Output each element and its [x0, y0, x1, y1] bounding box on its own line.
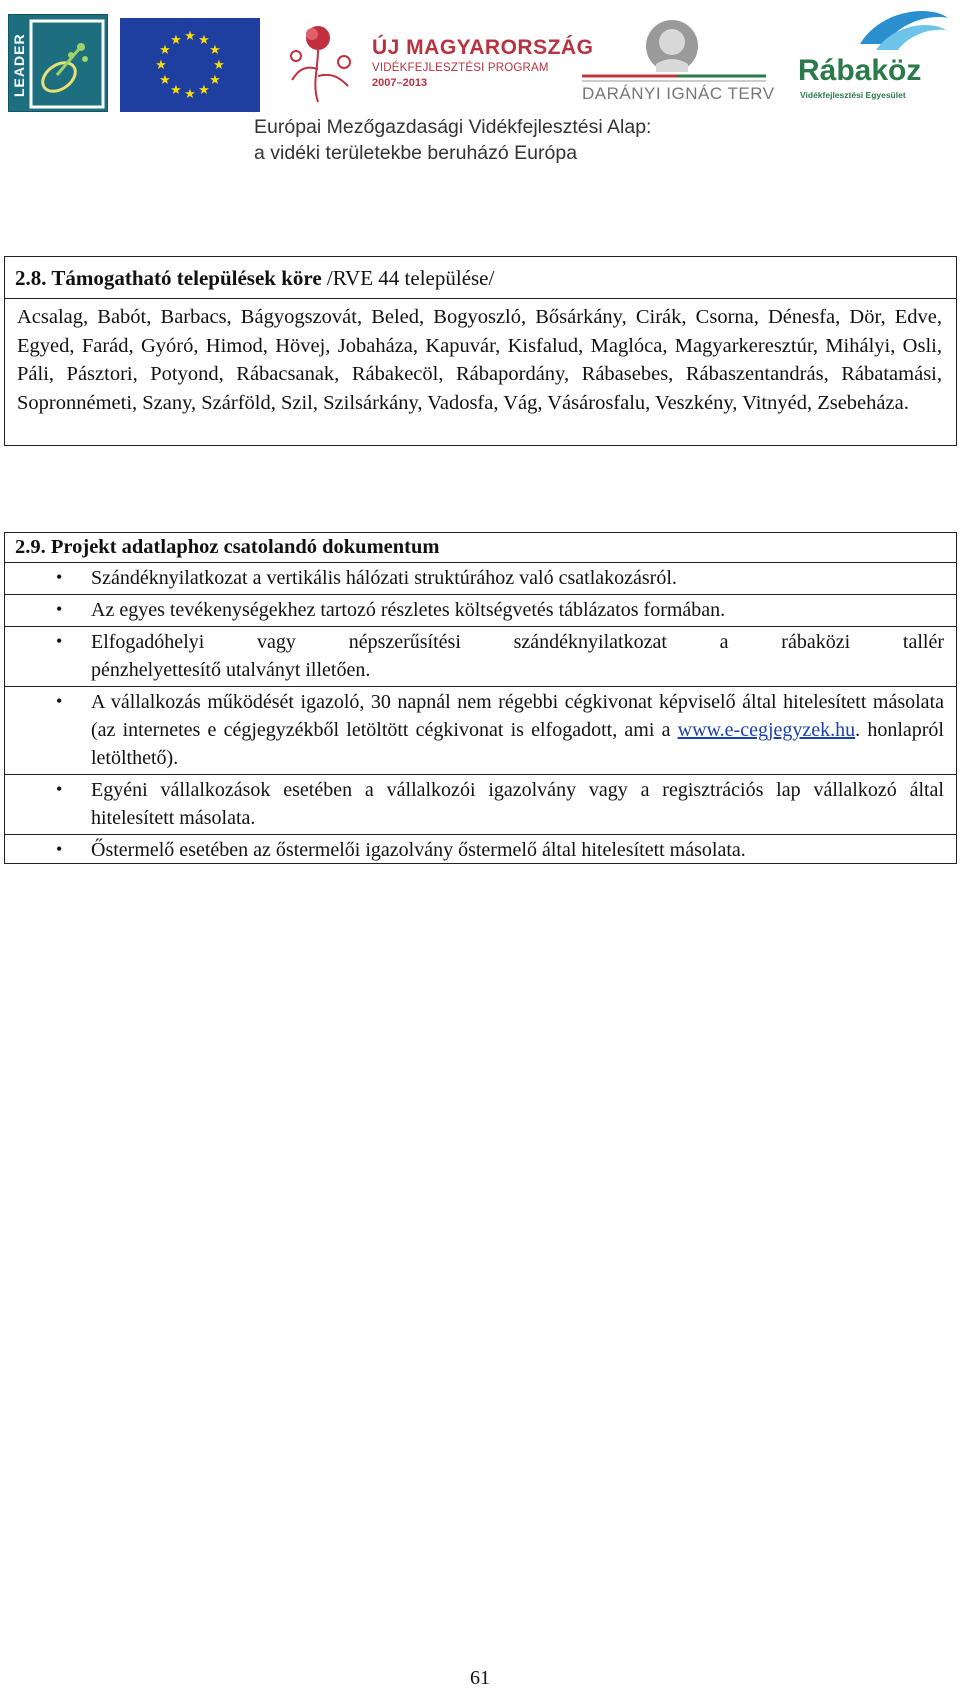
- doc-item-3-line-1: Elfogadóhelyi vagy népszerűsítési szándéknyilatkozat a rábaközi tallér: [91, 631, 944, 653]
- eu-flag-logo: [120, 18, 260, 112]
- svg-text:★: ★: [209, 73, 221, 88]
- settlement-list: Acsalag, Babót, Barbacs, Bágyogszovát, Beled, Bogyoszló, Bősárkány, Cirák, Csorna, Dénesfa, Dör, Edve, Egyed, Farád, Gyóró, Himod, Hövej, Jobaháza, Kapuvár, Kisfalud, Maglóca, Magyarkeresztúr, Mihályi, Osli, Páli, Pásztori, Potyond, Rábacsanak, Rábakecöl, Rábapordány, Rábasebes, Rábaszentandrás, Rábatamási, Sopronnémeti, Szany, Szárföld, Szil, Szilsárkány, Vadosfa, Vág, Vásárosfalu, Veszkény, Vitnyéd, Zsebeháza.: [17, 306, 942, 414]
- doc-item-3-line-2: pénzhelyettesítő utalványt illetően.: [91, 659, 371, 681]
- section-2-9-box: [4, 532, 957, 864]
- doc-item-2: Az egyes tevékenységekhez tartozó részletes költségvetés táblázatos formában.: [91, 599, 726, 621]
- list-item: [5, 595, 956, 627]
- svg-text:★: ★: [155, 58, 167, 73]
- list-item: [5, 775, 956, 835]
- leader-emblem-icon: [9, 15, 109, 113]
- svg-text:★: ★: [170, 33, 182, 48]
- bullet-icon: •: [56, 779, 63, 799]
- eafrd-slogan: [254, 114, 651, 166]
- doc-item-4-text: A vállalkozás működését igazoló, 30 napnál nem régebbi cégkivonat képviselő által hitelesített másolata (az internetes e cégjegyzékből letöltött cégkivonat is elfogadott, ami a: [91, 691, 944, 741]
- section-2-9-title: [5, 533, 956, 563]
- bullet-icon: •: [56, 567, 63, 587]
- bullet-icon: •: [56, 839, 63, 859]
- section-2-8-title-normal: /RVE 44 települése/: [321, 266, 495, 290]
- leader-label: LEADER: [11, 33, 27, 97]
- uj-subtitle: VIDÉKFEJLESZTÉSI PROGRAM: [372, 62, 549, 74]
- cegjegyzek-link[interactable]: www.e-cegjegyzek.hu: [677, 719, 856, 741]
- doc-item-5: Egyéni vállalkozások esetében a vállalkozói igazolvány vagy a regisztrációs lap vállalkozó által hitelesített másolata.: [91, 779, 944, 829]
- doc-item-4: [91, 691, 944, 769]
- portrait-icon: [578, 14, 770, 84]
- bullet-icon: •: [56, 631, 63, 651]
- daranyi-label: DARÁNYI IGNÁC TERV: [582, 84, 775, 103]
- doc-item-6: Őstermelő esetében az őstermelői igazolvány őstermelő által hitelesített másolata.: [91, 839, 746, 861]
- rose-icon: [282, 14, 368, 104]
- list-item: [5, 687, 956, 775]
- section-2-8-box: [4, 256, 957, 446]
- section-2-9-title-text: Projekt adatlaphoz csatolandó dokumentum: [50, 536, 440, 558]
- svg-text:★: ★: [198, 83, 210, 98]
- list-item: [5, 627, 956, 687]
- eu-stars-icon: [120, 18, 260, 112]
- svg-text:★: ★: [159, 73, 171, 88]
- rabakoz-name: Rábaköz: [798, 54, 922, 87]
- page-number: 61: [470, 1667, 490, 1689]
- section-2-8-number: 2.8.: [15, 266, 47, 290]
- list-item: [5, 563, 956, 595]
- section-2-8-title-bold: Támogatható települések köre: [51, 266, 322, 290]
- section-2-9-number: 2.9.: [15, 536, 46, 558]
- rabakoz-subtitle: Vidékfejlesztési Egyesület: [800, 90, 906, 100]
- svg-text:★: ★: [209, 43, 221, 58]
- daranyi-logo: [578, 14, 775, 110]
- eafrd-line-1: Európai Mezőgazdasági Vidékfejlesztési Alap:: [254, 116, 652, 138]
- uj-title: ÚJ MAGYARORSZÁG: [372, 36, 594, 59]
- svg-text:★: ★: [184, 87, 196, 102]
- leader-logo: [8, 14, 108, 112]
- uj-years: 2007–2013: [372, 77, 428, 89]
- svg-text:★: ★: [159, 43, 171, 58]
- list-item: [5, 835, 956, 866]
- rabakoz-logo: [790, 4, 955, 114]
- doc-item-4-after: . honlapról letölthető).: [91, 719, 944, 769]
- svg-text:★: ★: [213, 58, 225, 73]
- svg-text:★: ★: [198, 33, 210, 48]
- eafrd-line-2: a vidéki területekbe beruházó Európa: [254, 142, 578, 164]
- doc-item-1: Szándéknyilatkozat a vertikális hálózati struktúrához való csatlakozásról.: [91, 567, 677, 589]
- section-2-8-title: [5, 257, 956, 299]
- bullet-icon: •: [56, 691, 63, 711]
- svg-text:★: ★: [184, 29, 196, 44]
- wave-icon: [790, 4, 955, 60]
- uj-magyarorszag-logo: [282, 14, 594, 104]
- bullet-icon: •: [56, 599, 63, 619]
- svg-text:★: ★: [170, 83, 182, 98]
